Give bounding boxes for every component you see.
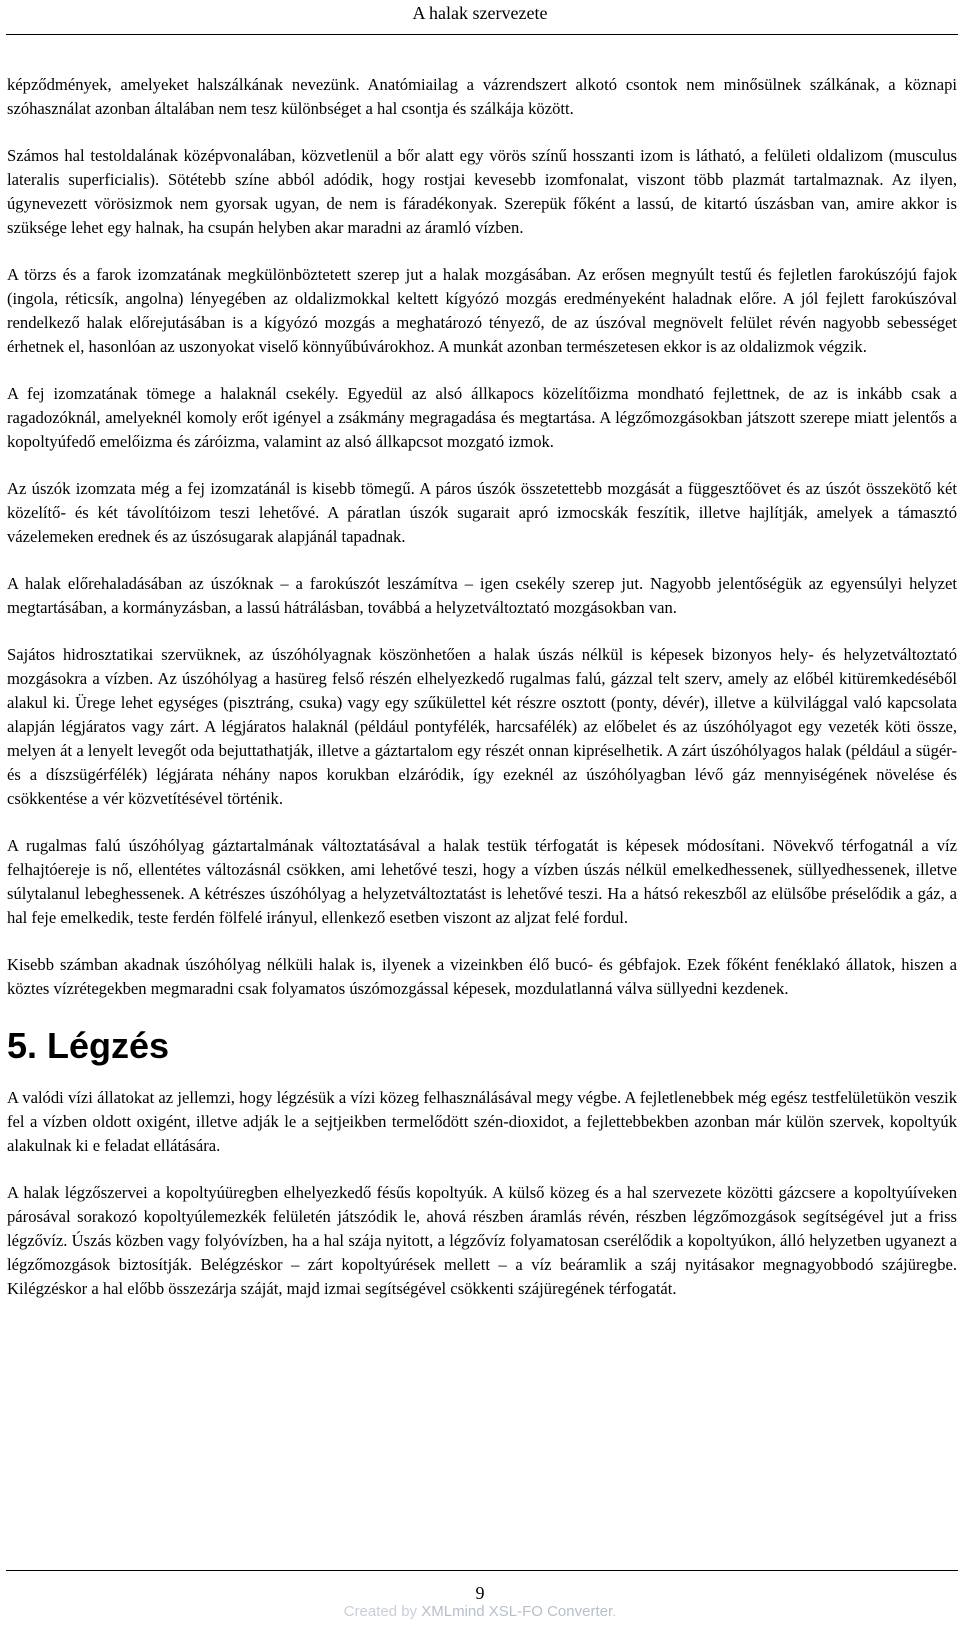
paragraph-respiration-intro: A valódi vízi állatokat az jellemzi, hogy légzésük a vízi közeg felhasználásával megy végbe. A fejletlenebbek még egész testfelületükön veszik fel a vízben oldott oxigént, illetve adják le a sejtjeikben termelődött szén-dioxidot, a fejlettebbekben azonban már külön szervek, kopoltyúk alakulnak ki e feladat ellátására.: [7, 1088, 957, 1155]
paragraph-fin-muscles: Az úszók izomzata még a fej izomzatánál is kisebb tömegű. A páros úszók összetettebb mozgását a függesztőövet és az úszót összekötő két közelítő- és két távolítóizom teszi lehetővé. A páratlan úszók sugarait apró izmocskák feszítik, illetve hajlítják, amelyek a támasztó vázelemeken erednek és az úszósugarak alapjánál tapadnak.: [7, 479, 957, 546]
credit-suffix: .: [612, 1603, 617, 1620]
paragraph-head-muscles: A fej izomzatának tömege a halaknál csekély. Egyedül az alsó állkapocs közelítőizma mondható fejlettnek, de az is inkább csak a ragadozóknál, amelyeknél komoly erőt igényel a zsákmány megragadása és megtartása. A légzőmozgásokban játszott szerepe miatt jelentős a kopoltyúfedő emelőizma és záróizma, valamint az alsó állkapcsot mozgató izmok.: [7, 384, 957, 451]
header-divider: [6, 34, 958, 35]
paragraph-red-muscle: Számos hal testoldalának középvonalában, közvetlenül a bőr alatt egy vörös színű hosszanti izom is látható, a felületi oldalizom (musculus lateralis superficialis). Sötétebb színe abból adódik, hogy rostjai kevesebb izomfonalat, viszont több plazmát tartalmaznak. Az ilyen, úgynevezett vörösizmok nem gyorsak ugyan, de nem is fáradékonyak. Szerepük főként a lassú, de kitartó úszásban van, amire akkor is szüksége lehet egy halnak, ha csupán helyben akar maradni az áramló vízben.: [7, 146, 957, 237]
paragraph-swim-bladder: Sajátos hidrosztatikai szervüknek, az úszóhólyagnak köszönhetően a halak úszás nélkül is képesek bizonyos hely- és helyzetváltoztató mozgásokra a vízben. Az úszóhólyag a hasüreg felső részén elhelyezkedő rugalmas falú, gázzal telt szerv, amely az előbél kitüremkedéséből alakul ki. Ürege lehet egységes (pisztráng, csuka) vagy egy szűkülettel két részre osztott (ponty, dévér), illetve a külvilággal való kapcsolata alapján légjáratos vagy zárt. A légjáratos halaknál (például pontyfélék, harcsafélék) az előbelet és az úszóhólyagot egy vezeték köti össze, melyen át a lenyelt levegőt oda bejuttathatják, illetve a gáztartalom egy részét onnan kipréselhetik. A zárt úszóhólyagos halak (például a sügér- és a díszsügérfélék) légjárata néhány napos korukban elzáródik, így ezeknél az úszóhólyagban lévő gáz mennyiségének növelése és csökkentése a vér közvetítésével történik.: [7, 645, 957, 808]
footer-divider: [6, 1570, 958, 1571]
paragraph-skeleton-bones: képződmények, amelyeket halszálkának nevezünk. Anatómiailag a vázrendszert alkotó csontok nem minősülnek szálkának, a köznapi szóhasználat azonban általában nem tesz különbséget a hal csontja és szálkája között.: [7, 75, 957, 118]
section-heading: 5. Légzés: [7, 1025, 170, 1066]
page-body: [7, 73, 957, 1324]
paragraph-trunk-tail-muscles: A törzs és a farok izomzatának megkülönböztetett szerep jut a halak mozgásában. Az erősen megnyúlt testű és fejletlen farokúszójú fajok (ingola, réticsík, angolna) lényegében az oldalizmokkal keltett kígyózó mozgás eredményeként haladnak előre. A jól fejlett farokúszóval rendelkező halak előrejutásában is a kígyózó mozgás a meghatározó tényező, de az úszóval megnövelt felület révén nagyobb sebességet érhetnek el, hasonlóan az uszonyokat viselő könnyűbúvárokhoz. A munkát azonban természetesen ekkor is az oldalizmok végzik.: [7, 265, 957, 356]
page-number: 9: [475, 1583, 485, 1603]
paragraph-swim-bladder-volume: A rugalmas falú úszóhólyag gáztartalmának változtatásával a halak testük térfogatát is képesek módosítani. Növekvő térfogatnál a víz felhajtóereje is nő, ellentétes változásnál csökken, ami lehetővé teszi, hogy a vízben úszás nélkül emelkedhessenek, süllyedhessenek, illetve súlytalanul lebeghessenek. A kétrészes úszóhólyag a helyzetváltoztatást is lehetővé teszi. Ha a hátsó rekeszből az elülsőbe préselődik a gáz, a hal feje emelkedik, teste ferdén fölfelé irányul, ellenkező esetben viszont az aljzat felé fordul.: [7, 836, 957, 927]
footer-credit: [0, 1602, 960, 1622]
credit-prefix: Created by: [343, 1603, 422, 1620]
paragraph-gills: A halak légzőszervei a kopoltyúüregben elhelyezkedő fésűs kopoltyúk. A külső közeg és a hal szervezete közötti gázcsere a kopoltyúíveken párosával sorakozó kopoltyúlemezkék felületén játszódik le, ahová részben áramlás révén, részben légzőmozgások segítségével jut a friss légzővíz. Úszás közben vagy folyóvízben, ha a hal szája nyitott, a légzővíz folyamatosan cserélődik a kopoltyúkon, álló helyzetben ugyanezt a légzőmozgások biztosítják. Belégzéskor – zárt kopoltyúrések mellett – a víz beáramlik a száj nyitásakor megnagyobbodó szájüregbe. Kilégzéskor a hal előbb összezárja száját, majd izmai segítségével csökkenti szájüregének térfogatát.: [7, 1183, 957, 1298]
paragraph-no-swim-bladder: Kisebb számban akadnak úszóhólyag nélküli halak is, ilyenek a vizeinkben élő bucó- és gébfajok. Ezek főként fenéklakó állatok, hiszen a köztes vízrétegekben megmaradni csak folyamatos úszómozgással képesek, mozdulatlanná válva süllyedni kezdenek.: [7, 955, 957, 998]
paragraph-fin-role: A halak előrehaladásában az úszóknak – a farokúszót leszámítva – igen csekély szerep jut. Nagyobb jelentőségük az egyensúlyi helyzet megtartásában, a kormányzásban, a lassú hátrálásban, továbbá a helyzetváltoztató mozgásokban van.: [7, 574, 957, 617]
running-header: A halak szervezete: [412, 3, 548, 23]
credit-brand: XMLmind XSL-FO Converter: [421, 1603, 613, 1620]
